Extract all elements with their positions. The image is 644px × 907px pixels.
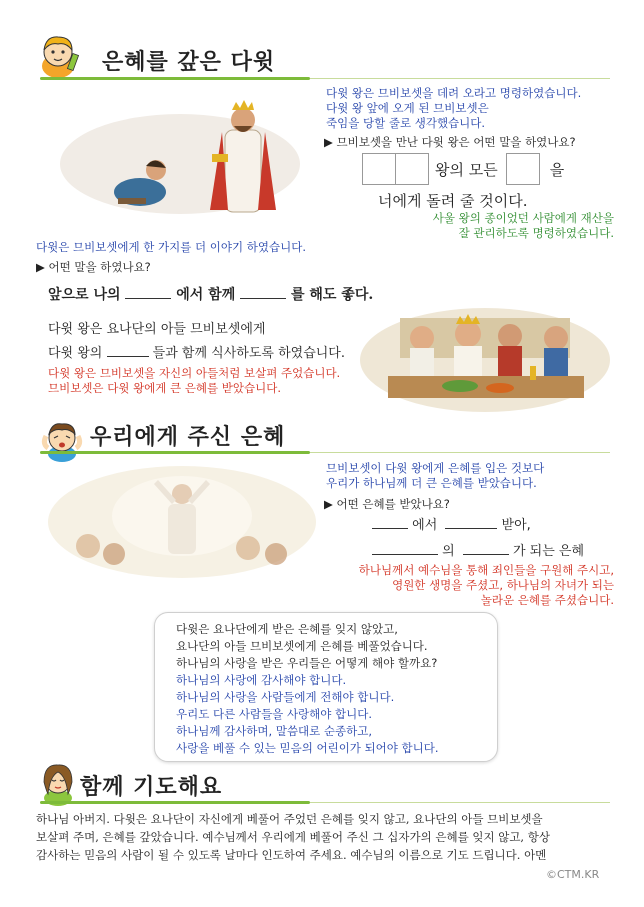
section2-title: 우리에게 주신 은혜: [90, 424, 286, 450]
fill-line-4: [372, 514, 531, 533]
fill-text: 을: [549, 160, 565, 179]
answer-blank[interactable]: [463, 540, 509, 555]
section1-rule-thin: [310, 78, 610, 79]
summary-line: 다윗은 요나단에게 받은 은혜를 잊지 않았고,: [176, 622, 398, 636]
section3-rule-thin: [310, 802, 610, 803]
intro-line: 다윗 왕은 므비보셋을 데려 오라고 명령하였습니다.: [326, 86, 582, 100]
answer-blank[interactable]: [372, 540, 438, 555]
prayer-line: 감사하는 믿음의 사람이 될 수 있도록 날마다 인도하여 주세요. 예수님의 이름으로 기도 드립니다. 아멘: [36, 848, 547, 862]
section2-rule: [40, 451, 310, 454]
question-1: ▶ 므비보셋을 만난 다윗 왕은 어떤 말을 하였나요?: [324, 135, 576, 149]
section2-rule-thin: [310, 452, 610, 453]
fill-text: 받아,: [501, 518, 531, 533]
answer-blank[interactable]: [372, 514, 408, 529]
answer-blank[interactable]: [125, 284, 171, 299]
body-line-2: [48, 342, 345, 361]
intro-line: 므비보셋이 다윗 왕에게 은혜를 입은 것보다: [326, 461, 545, 475]
more-text: 다윗은 므비보셋에게 한 가지를 더 이야기 하였습니다.: [36, 240, 306, 254]
summary-line: 하나님의 사랑을 받은 우리들은 어떻게 해야 할까요?: [176, 656, 438, 670]
fill-line-5: [372, 540, 584, 559]
intro-line: 우리가 하나님께 더 큰 은혜를 받았습니다.: [326, 476, 537, 490]
jesus-illustration: [48, 466, 316, 578]
answer-box[interactable]: [506, 153, 540, 185]
prayer-text: [36, 810, 616, 864]
question-3: ▶ 어떤 은혜를 받았나요?: [324, 497, 450, 511]
red-note-1: [48, 366, 340, 396]
section1-title: 은혜를 갚은 다윗: [102, 49, 276, 75]
note-line: 사울 왕의 종이었던 사람에게 재산을: [432, 211, 614, 225]
section1-rule: [40, 77, 310, 80]
prayer-line: 보살펴 주며, 은혜를 갚았습니다. 예수님께서 우리에게 베풀어 주신 그 십자가의 은혜를 잊지 않고, 항상: [36, 830, 550, 844]
note-line: 다윗 왕은 므비보셋을 자신의 아들처럼 보살펴 주었습니다.: [48, 366, 341, 380]
summary-line: 요나단의 아들 므비보셋에게 은혜를 베풀었습니다.: [176, 639, 428, 653]
section2-icon: [40, 418, 86, 462]
section2-intro: [326, 461, 544, 491]
fill-line-3: [48, 284, 373, 304]
fill-text: 를 해도 좋다.: [290, 287, 374, 303]
copyright: ©CTM.KR: [546, 868, 600, 881]
fill-text: 에서 함께: [176, 287, 236, 303]
fill-text: 의: [442, 544, 455, 559]
summary-line: 우리도 다른 사람들을 사랑해야 합니다.: [176, 707, 373, 721]
intro-line: 죽임을 당할 줄로 생각했습니다.: [326, 116, 486, 130]
fill-text: 들과 함께 식사하도록 하였습니다.: [152, 346, 345, 361]
intro-line: 다윗 왕 앞에 오게 된 므비보셋은: [326, 101, 489, 115]
david-mephibosheth-illustration: [60, 92, 315, 220]
note-line: 하나님께서 예수님을 통해 죄인들을 구원해 주시고,: [358, 563, 614, 577]
answer-blank[interactable]: [445, 514, 497, 529]
section3-icon: [38, 760, 78, 806]
fill-line-1: [362, 153, 564, 185]
answer-blank[interactable]: [107, 342, 149, 357]
section3-title: 함께 기도해요: [80, 774, 223, 800]
answer-blank[interactable]: [240, 284, 286, 299]
fill-text: 에서: [412, 518, 438, 533]
answer-box[interactable]: [396, 153, 429, 185]
prayer-line: 하나님 아버지. 다윗은 요나단이 자신에게 베풀어 주었던 은혜를 잊지 않고, 요나단의 아들 므비보셋을: [36, 812, 543, 826]
answer-box[interactable]: [362, 153, 396, 185]
section1-icon: [36, 32, 88, 80]
section3-rule: [40, 801, 310, 804]
red-note-2: [330, 563, 614, 608]
fill-text: 다윗 왕의: [48, 346, 103, 361]
note-line: 영원한 생명을 주셨고, 하나님의 자녀가 되는: [392, 578, 614, 592]
fill-text: 앞으로 나의: [48, 287, 121, 303]
summary-line: 하나님의 사랑에 감사해야 합니다.: [176, 673, 347, 687]
body-line-1: 다윗 왕은 요나단의 아들 므비보셋에게: [48, 322, 266, 337]
summary-text: [176, 621, 439, 757]
summary-line: 하나님의 사랑을 사람들에게 전해야 합니다.: [176, 690, 395, 704]
note-line: 므비보셋은 다윗 왕에게 큰 은혜를 받았습니다.: [48, 381, 282, 395]
note-line: 잘 관리하도록 명령하였습니다.: [458, 226, 614, 240]
summary-line: 하나님께 감사하며, 말씀대로 순종하고,: [176, 724, 373, 738]
fill-text: 왕의 모든: [435, 160, 498, 179]
fill-line-2: 너에게 돌려 줄 것이다.: [378, 192, 528, 210]
summary-line: 사랑을 베풀 수 있는 믿음의 어린이가 되어야 합니다.: [176, 741, 439, 755]
question-2: ▶ 어떤 말을 하였나요?: [36, 260, 151, 274]
note-line: 놀라운 은혜를 주셨습니다.: [480, 593, 614, 607]
section1-intro: [326, 86, 581, 131]
fill-text: 가 되는 은혜: [512, 544, 585, 559]
answer-note: [418, 211, 614, 241]
banquet-illustration: [360, 306, 610, 414]
